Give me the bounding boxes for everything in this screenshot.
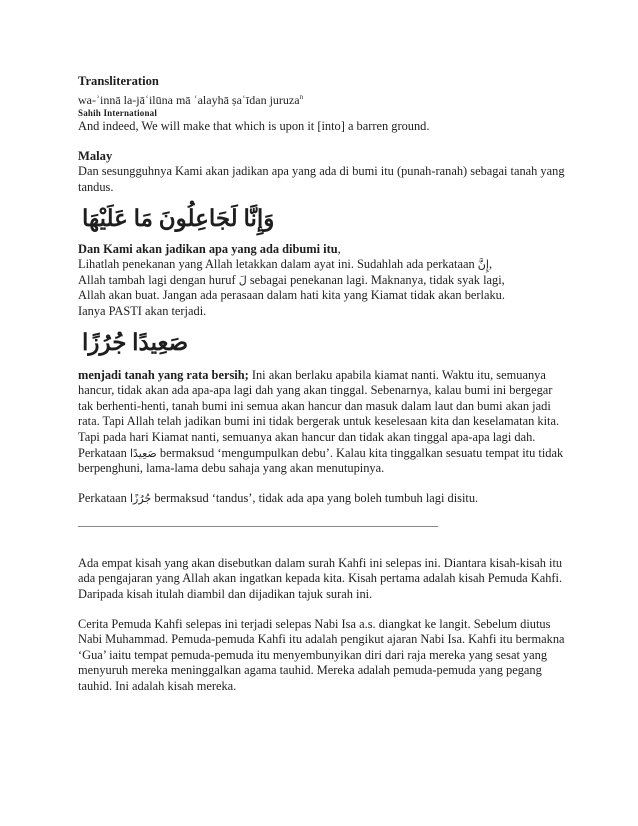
inline-arabic-saeed: صَعِيدًا xyxy=(129,446,157,460)
section-1-line-3a: Allah tambah lagi dengan huruf xyxy=(78,272,236,287)
section-2 xyxy=(78,368,570,507)
section-1-line-1 xyxy=(78,242,570,258)
inline-arabic-lam: لَ xyxy=(238,273,247,287)
transliteration-mark: n xyxy=(299,92,304,101)
arabic-verse-2 xyxy=(78,328,570,358)
divider-line: —————————————————————————————— xyxy=(78,518,438,533)
inline-arabic-inna: إِنَّ xyxy=(477,258,489,272)
section-2-para-2b: bermaksud ‘mengumpulkan debu’. Kalau kita tinggalkan sesuatu tempat itu tidak berpenghuni, lama-lama debu sahaja yang akan menutupinya. xyxy=(78,445,564,476)
section-1-line-2b: , xyxy=(488,257,493,272)
section-3-para-2: Cerita Pemuda Kahfi selepas ini terjadi selepas Nabi Isa a.s. diangkat ke langit. Sebelum diutus Nabi Muhammad. Pemuda-pemuda Kahfi itu adalah pengikut ajaran Nabi Isa. Kahfi itu bermakna ‘Gua’ iaitu tempat pemuda-pemuda itu menyembunyikan diri dari raja mereka yang sesat yang menyuruh mereka meninggalkan agama tauhid. Mereka adalah pemuda-pemuda yang pegang tauhid. Ini adalah kisah mereka. xyxy=(78,616,565,694)
section-2-text: Ini akan berlaku apabila kiamat nanti. Waktu itu, semuanya hancur, tidak akan ada apa-apa lagi dah yang akan tinggal. Sebenarnya, kalau bumi ini bergegar tak berhenti-henti, tanah bumi ini semua akan hancur dan masuk dalam laut dan bumi akan jadi rata. Tapi Allah telah jadikan bumi ini tidak bergerak untuk keselesaan kita dan keselamatan kita. Tapi pada hari Kiamat nanti, semuanya akan hancur dan tidak akan tinggal apa-apa lagi dah. xyxy=(78,367,560,444)
arabic-verse-2-text: صَعِيدًا جُرُزًا xyxy=(82,329,189,355)
section-2-para-3a: Perkataan xyxy=(78,490,127,505)
section-2-bold: menjadi tanah yang rata bersih; xyxy=(78,367,249,382)
section-1-comma: , xyxy=(337,241,341,256)
sahih-heading: Sahih International xyxy=(78,108,158,119)
section-1 xyxy=(78,242,570,320)
section-1-line-5: Ianya PASTI akan terjadi. xyxy=(78,303,207,318)
section-2-para-2 xyxy=(78,446,570,477)
malay-heading: Malay xyxy=(78,148,113,163)
section-1-line-4: Allah akan buat. Jangan ada perasaan dalam hati kita yang Kiamat tidak akan berlaku. xyxy=(78,288,505,303)
section-2-para-1 xyxy=(78,368,570,446)
malay-translation: Dan sesungguhnya Kami akan jadikan apa yang ada di bumi itu (punah-ranah) sebagai tanah yang tandus. xyxy=(78,164,565,194)
transliteration-heading: Transliteration xyxy=(78,74,159,88)
transliteration-body: wa-ʾinnā la-jāʿilūna mā ʿalayhā ṣaʿīdan juruza xyxy=(78,92,300,107)
sahih-translation: And indeed, We will make that which is upon it [into] a barren ground. xyxy=(78,119,430,134)
section-2-para-3b: bermaksud ‘tandus’, tidak ada apa yang boleh tumbuh lagi disitu. xyxy=(154,490,479,505)
section-2-para-3 xyxy=(78,491,570,507)
arabic-verse-1 xyxy=(78,204,570,234)
section-1-bold: Dan Kami akan jadikan apa yang ada dibumi itu xyxy=(78,241,338,256)
document-page xyxy=(78,74,570,695)
section-1-line-2a: Lihatlah penekanan yang Allah letakkan dalam ayat ini. Sudahlah ada perkataan xyxy=(78,257,475,272)
section-2-para-2a: Perkataan xyxy=(78,445,127,460)
section-3 xyxy=(78,556,570,695)
inline-arabic-juruz: جُرُزًا xyxy=(129,491,152,505)
section-1-line-3b: sebagai penekanan lagi. Maknanya, tidak syak lagi, xyxy=(249,272,505,287)
section-1-line-2 xyxy=(78,257,570,273)
section-1-line-3 xyxy=(78,273,570,289)
transliteration-text xyxy=(78,90,570,109)
arabic-verse-1-text: وَإِنَّا لَجَاعِلُونَ مَا عَلَيْهَا xyxy=(82,205,275,231)
section-3-para-1: Ada empat kisah yang akan disebutkan dalam surah Kahfi ini selepas ini. Diantara kisah-kisah itu ada pengajaran yang Allah akan ingatkan kepada kita. Kisah pertama adalah kisah Pemuda Kahfi. Daripada kisah itulah diambil dan dijadikan tajuk surah ini. xyxy=(78,555,563,602)
